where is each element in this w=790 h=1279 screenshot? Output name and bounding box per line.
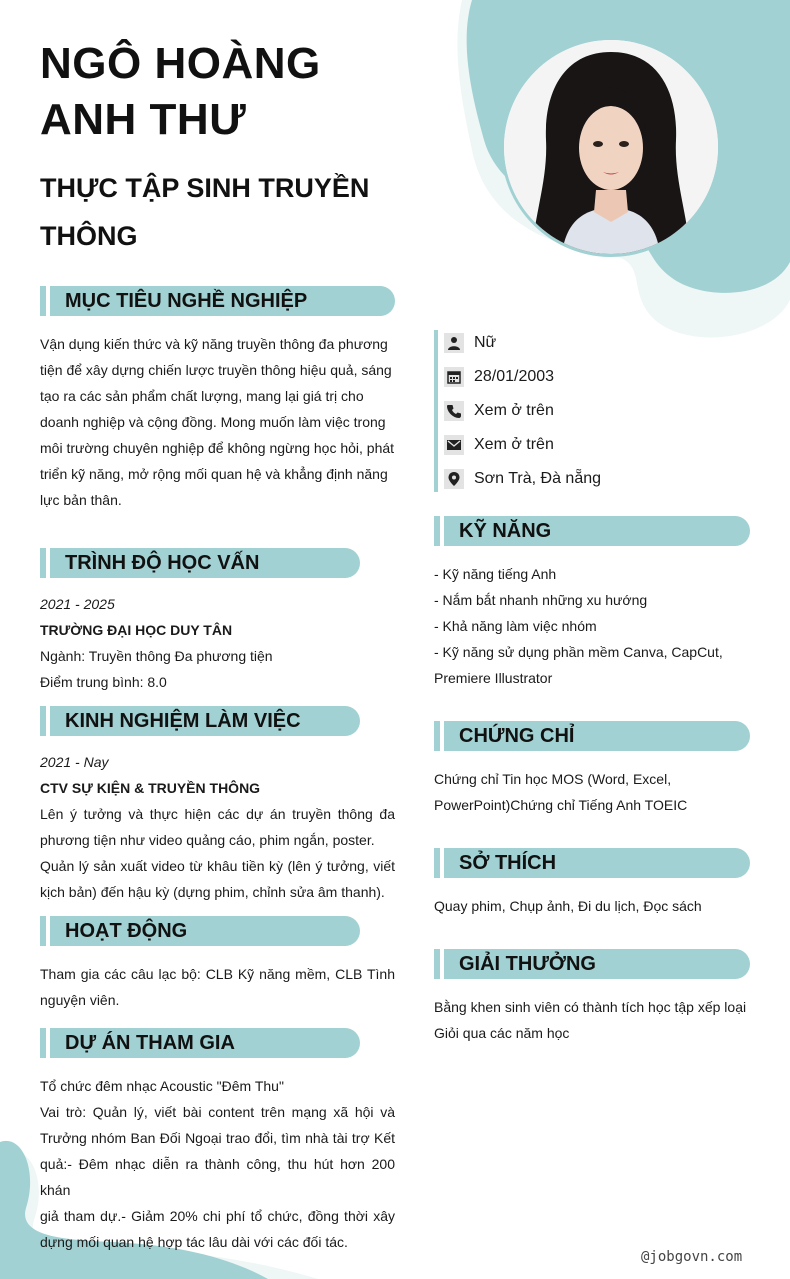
school-name: TRƯỜNG ĐẠI HỌC DUY TÂN: [40, 622, 233, 638]
text-line: Quay phim, Chụp ảnh, Đi du lịch, Đọc sách: [434, 898, 702, 914]
skill-item: Premiere Illustrator: [434, 670, 553, 686]
gender-value: Nữ: [474, 334, 497, 351]
text-line: dựng mối quan hệ hợp tác lâu dài với các đối tác.: [40, 1234, 348, 1250]
user-icon: [444, 333, 464, 353]
hobbies-heading: [434, 848, 750, 878]
projects-text: [40, 1073, 395, 1255]
candidate-name-line1: NGÔ HOÀNG: [40, 39, 321, 88]
education-period: 2021 - 2025: [40, 596, 115, 612]
watermark-text: @jobgovn.com: [641, 1249, 743, 1265]
text-line: nguyện viên.: [40, 992, 120, 1008]
calendar-icon: [444, 367, 464, 387]
text-line: Vai trò: Quản lý, viết bài content trên mạng xã hội và: [40, 1104, 395, 1120]
education-gpa: Điểm trung bình: 8.0: [40, 674, 167, 690]
text-line: tiện để xây dựng chiến lược truyền thông hiệu quả, sáng: [40, 362, 392, 378]
activities-text: [40, 961, 395, 1013]
experience-title: KINH NGHIỆM LÀM VIỆC: [65, 710, 301, 732]
career-goal-title: MỤC TIÊU NGHỀ NGHIỆP: [65, 290, 308, 312]
contact-info-accent-line: [434, 330, 438, 492]
job-title-line1: THỰC TẬP SINH TRUYỀN: [40, 173, 370, 203]
text-line: PowerPoint)Chứng chỉ Tiếng Anh TOEIC: [434, 797, 688, 813]
text-line: Bằng khen sinh viên có thành tích học tập xếp loại: [434, 999, 747, 1015]
text-line: lực bản thân.: [40, 492, 122, 508]
hobbies-title: SỞ THÍCH: [459, 852, 557, 874]
phone-value: Xem ở trên: [474, 402, 554, 419]
address-value: Sơn Trà, Đà nẵng: [474, 470, 602, 487]
text-line: Quản lý sản xuất video từ khâu tiền kỳ (lên ý tưởng, viết: [40, 858, 395, 874]
education-title: TRÌNH ĐỘ HỌC VẤN: [65, 552, 260, 574]
text-line: Lên ý tưởng và thực hiện các dự án truyền thông đa: [40, 806, 395, 822]
skills-title: KỸ NĂNG: [459, 520, 552, 542]
education-details: [40, 591, 400, 695]
projects-title: DỰ ÁN THAM GIA: [65, 1032, 235, 1054]
hobbies-text: [434, 893, 754, 919]
skills-heading: [434, 516, 750, 546]
awards-text: [434, 994, 754, 1046]
text-line: quả:- Đêm nhạc diễn ra thành công, thu hút hơn 200 khán: [40, 1156, 395, 1198]
text-line: Chứng chỉ Tin học MOS (Word, Excel,: [434, 771, 672, 787]
location-pin-icon: [444, 469, 464, 489]
certificates-heading: [434, 721, 750, 751]
skills-list: [434, 561, 754, 691]
education-major: Ngành: Truyền thông Đa phương tiện: [40, 648, 273, 664]
awards-title: GIẢI THƯỞNG: [459, 953, 596, 975]
education-heading: [40, 548, 360, 578]
skill-item: - Khả năng làm việc nhóm: [434, 618, 597, 634]
text-line: phương tiện như video quảng cáo, phim ngắn, poster.: [40, 832, 375, 848]
text-line: Vận dụng kiến thức và kỹ năng truyền thông đa phương: [40, 336, 388, 352]
skill-item: - Kỹ năng tiếng Anh: [434, 566, 557, 582]
job-title: [40, 164, 440, 260]
text-line: triển kỹ năng, mở rộng mối quan hệ và khẳng định năng: [40, 466, 388, 482]
text-line: môi trường chuyên nghiệp để không ngừng học hỏi, phát: [40, 440, 395, 456]
activities-title: HOẠT ĐỘNG: [65, 920, 188, 942]
skill-item: - Nắm bắt nhanh những xu hướng: [434, 592, 648, 608]
text-line: Tham gia các câu lạc bộ: CLB Kỹ năng mềm, CLB Tình: [40, 966, 395, 982]
text-line: kịch bản) đến hậu kỳ (dựng phim, chỉnh sửa âm thanh).: [40, 884, 385, 900]
text-line: Giỏi qua các năm học: [434, 1025, 570, 1041]
experience-period: 2021 - Nay: [40, 754, 109, 770]
career-goal-text: [40, 331, 400, 513]
projects-heading: [40, 1028, 360, 1058]
text-line: doanh nghiệp và cộng đồng. Mong muốn làm việc trong: [40, 414, 386, 430]
birthday-value: 28/01/2003: [474, 368, 555, 385]
career-goal-heading: [40, 286, 395, 316]
activities-heading: [40, 916, 360, 946]
email-value: Xem ở trên: [474, 436, 554, 453]
text-line: tạo ra các sản phẩm chất lượng, mang lại giá trị cho: [40, 388, 364, 404]
text-line: Trưởng nhóm Ban Đối Ngoại trao đổi, tìm nhà tài trợ Kết: [40, 1130, 395, 1146]
profile-photo: [501, 37, 721, 257]
job-title-line2: THÔNG: [40, 221, 138, 251]
experience-role: CTV SỰ KIỆN & TRUYỀN THÔNG: [40, 780, 261, 796]
text-line: Tổ chức đêm nhạc Acoustic "Đêm Thu": [40, 1078, 284, 1094]
skill-item: - Kỹ năng sử dụng phần mềm Canva, CapCut,: [434, 644, 723, 660]
experience-details: [40, 749, 395, 905]
mail-icon: [444, 435, 464, 455]
text-line: giả tham dự.- Giảm 20% chi phí tổ chức, đồng thời xây: [40, 1208, 395, 1224]
certificates-text: [434, 766, 754, 818]
certificates-title: CHỨNG CHỈ: [459, 725, 575, 747]
awards-heading: [434, 949, 750, 979]
candidate-name: [40, 36, 460, 148]
phone-icon: [444, 401, 464, 421]
candidate-name-line2: ANH THƯ: [40, 95, 247, 144]
experience-heading: [40, 706, 360, 736]
